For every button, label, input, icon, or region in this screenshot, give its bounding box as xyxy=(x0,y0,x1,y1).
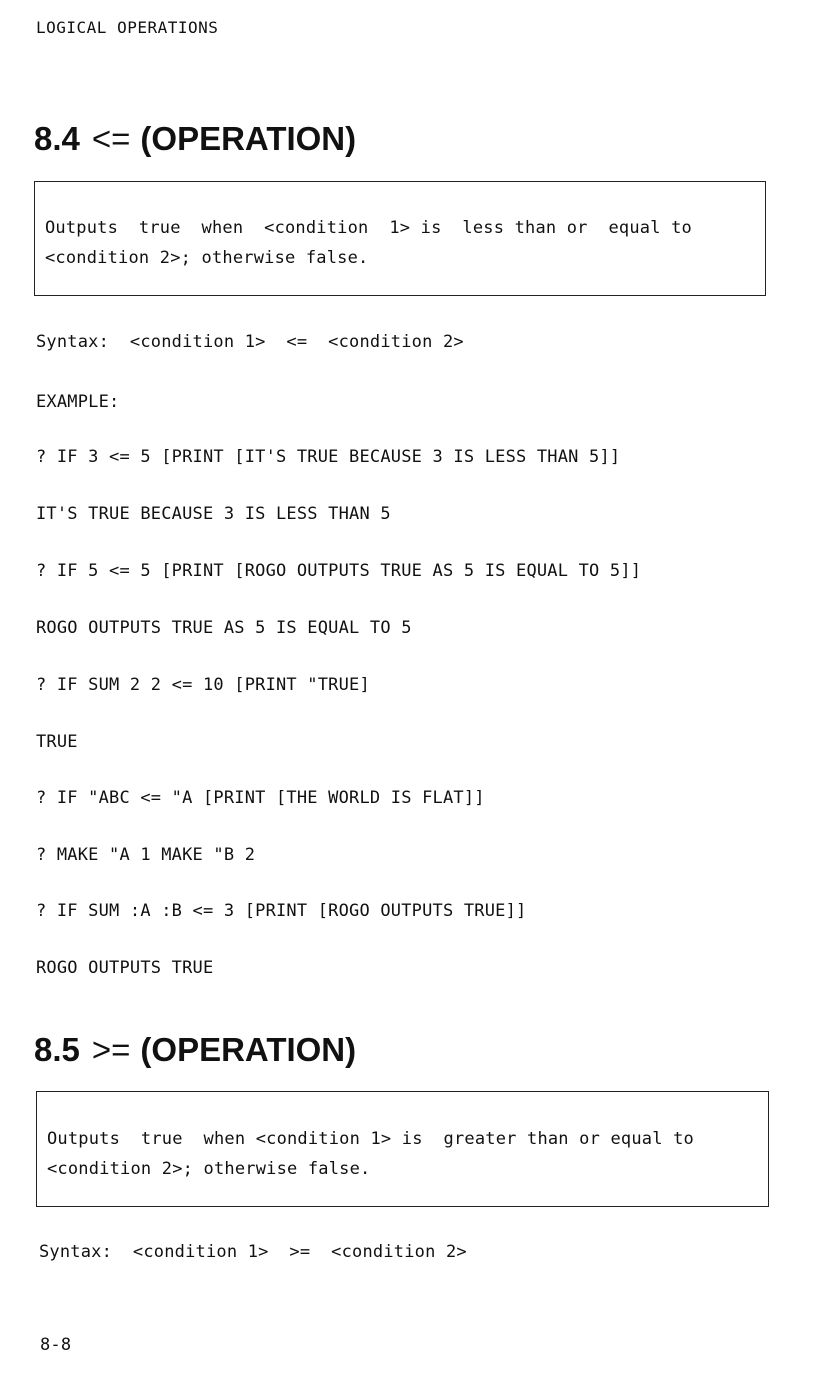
section-number: 8.5 xyxy=(34,1031,80,1068)
syntax-line-8-5: Syntax: <condition 1> >= <condition 2> xyxy=(39,1242,467,1262)
section-title: (OPERATION) xyxy=(140,120,357,157)
example-line: IT'S TRUE BECAUSE 3 IS LESS THAN 5 xyxy=(36,504,391,524)
description-line: Outputs true when <condition 1> is less than or equal to xyxy=(45,218,692,238)
example-line: ? IF 5 <= 5 [PRINT [ROGO OUTPUTS TRUE AS 5 IS EQUAL TO 5]] xyxy=(36,561,642,581)
example-line: ? IF SUM 2 2 <= 10 [PRINT "TRUE] xyxy=(36,675,370,695)
description-line: Outputs true when <condition 1> is greater than or equal to xyxy=(47,1129,694,1149)
page-number: 8-8 xyxy=(40,1335,72,1355)
running-head: LOGICAL OPERATIONS xyxy=(36,18,219,37)
description-line: <condition 2>; otherwise false. xyxy=(47,1159,371,1179)
section-operator: >= xyxy=(91,1031,131,1068)
description-line: <condition 2>; otherwise false. xyxy=(45,248,369,268)
example-line: ? IF SUM :A :B <= 3 [PRINT [ROGO OUTPUTS TRUE]] xyxy=(36,901,527,921)
example-line: ? IF "ABC <= "A [PRINT [THE WORLD IS FLAT]] xyxy=(36,788,485,808)
example-label: EXAMPLE: xyxy=(36,392,120,412)
section-number: 8.4 xyxy=(34,120,80,157)
syntax-line-8-4: Syntax: <condition 1> <= <condition 2> xyxy=(36,332,464,352)
example-line: ROGO OUTPUTS TRUE AS 5 IS EQUAL TO 5 xyxy=(36,618,412,638)
example-line: ROGO OUTPUTS TRUE xyxy=(36,958,214,978)
section-heading-8-4 xyxy=(34,120,356,158)
section-title: (OPERATION) xyxy=(140,1031,357,1068)
example-line: ? MAKE "A 1 MAKE "B 2 xyxy=(36,845,256,865)
description-box-8-5 xyxy=(36,1091,769,1207)
section-operator: <= xyxy=(91,120,131,157)
section-heading-8-5 xyxy=(34,1031,356,1069)
example-line: TRUE xyxy=(36,732,78,752)
description-box-8-4 xyxy=(34,181,766,296)
example-line: ? IF 3 <= 5 [PRINT [IT'S TRUE BECAUSE 3 IS LESS THAN 5]] xyxy=(36,447,621,467)
